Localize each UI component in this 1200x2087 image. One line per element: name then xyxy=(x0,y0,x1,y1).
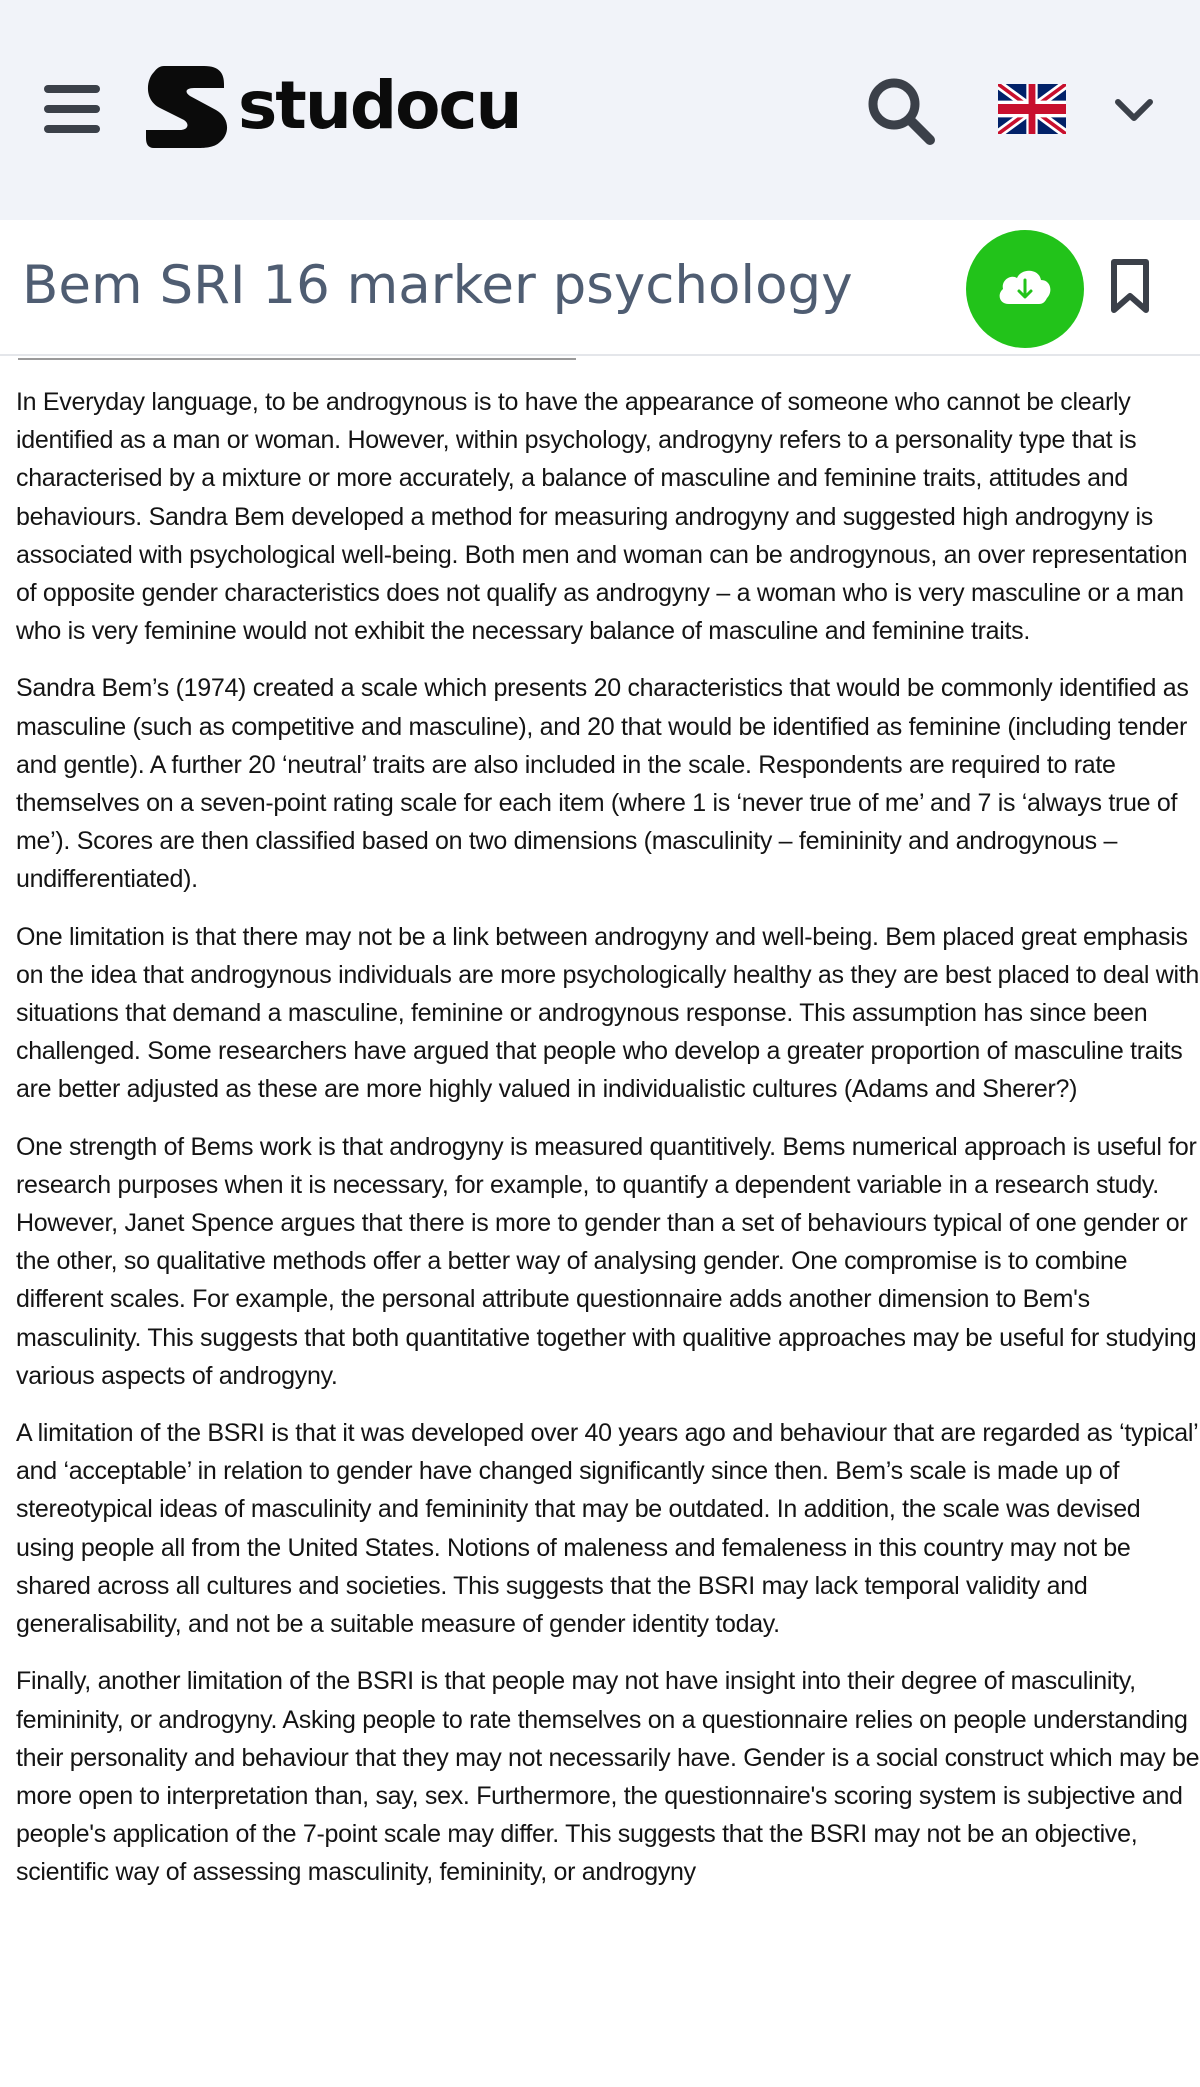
paragraph: Finally, another limitation of the BSRI is that people may not have insight into their degree of masculinity, femininity, or androgyny. Asking people to rate themselves on a questionnaire relies on people understanding their personality and behaviour that they may not necessarily have. Gender is a social construct which may be more open to interpretation than, say, sex. Furthermore, the questionnaire's scoring system is subjective and people's application of the 7-point scale may differ. This suggests that the BSRI may not be an objective, scientific way of assessing masculinity, femininity, or androgyny xyxy=(16,1667,1200,1887)
document-content xyxy=(16,383,1200,1911)
studocu-logo-mark-icon xyxy=(140,58,236,154)
search-icon[interactable] xyxy=(862,72,942,152)
paragraph: A limitation of the BSRI is that it was developed over 40 years ago and behaviour that are regarded as ‘typical’ and ‘acceptable’ in relation to gender have changed significantly since then. Bem’s scale is made up of stereotypical ideas of masculinity and femininity that may be outdated. In addition, the scale was devised using people all from the United States. Notions of maleness and femaleness in this country may not be shared across all cultures and societies. This suggests that the BSRI may lack temporal validity and generalisability, and not be a suitable measure of gender identity today. xyxy=(16,1419,1198,1639)
studocu-logo[interactable] xyxy=(140,58,521,154)
paragraph: One limitation is that there may not be a link between androgyny and well-being. Bem placed great emphasis on the idea that androgynous individuals are more psychologically healthy as they are best placed to deal with situations that demand a masculine, feminine or androgynous response. This assumption has since been challenged. Some researchers have argued that people who develop a greater proportion of masculine traits are better adjusted as these are more highly valued in individualistic cultures (Adams and Sherer?) xyxy=(16,922,1200,1104)
uk-flag-icon[interactable] xyxy=(998,84,1066,134)
document-title-bar xyxy=(0,220,1200,356)
document-title: Bem SRI 16 marker psychology xyxy=(22,255,853,316)
download-button[interactable] xyxy=(966,230,1084,348)
chevron-down-icon[interactable] xyxy=(1112,96,1156,124)
cloud-download-icon xyxy=(995,264,1055,312)
paragraph: One strength of Bems work is that androgyny is measured quantitively. Bems numerical approach is useful for research purposes when it is necessary, for example, to quantify a dependent variable in a research study. However, Janet Spence argues that there is more to gender than a set of behaviours typical of one gender or the other, so qualitative methods offer a better way of analysing gender. One compromise is to combine different scales. For example, the personal attribute questionnaire adds another dimension to Bem's masculinity. This suggests that both quantitative together with qualitive approaches may be useful for studying various aspects of androgyny. xyxy=(16,1132,1197,1390)
bookmark-icon[interactable] xyxy=(1108,256,1152,316)
paragraph: Sandra Bem’s (1974) created a scale which presents 20 characteristics that would be commonly identified as masculine (such as competitive and masculine), and 20 that would be identified as feminine (including tender and gentle). A further 20 ‘neutral’ traits are also included in the scale. Respondents are required to rate themselves on a seven-point rating scale for each item (where 1 is ‘never true of me’ and 7 is ‘always true of me’). Scores are then classified based on two dimensions (masculinity – femininity and androgynous – undifferentiated). xyxy=(16,674,1189,894)
top-navigation-bar xyxy=(0,0,1200,220)
brand-name: studocu xyxy=(238,67,521,144)
hamburger-menu-icon[interactable] xyxy=(44,85,100,133)
paragraph: In Everyday language, to be androgynous is to have the appearance of someone who cannot be clearly identified as a man or woman. However, within psychology, androgyny refers to a personality type that is characterised by a mixture or more accurately, a balance of masculine and feminine traits, attitudes and behaviours. Sandra Bem developed a method for measuring androgyny and suggested high androgyny is associated with psychological well-being. Both men and woman can be androgynous, an over representation of opposite gender characteristics does not qualify as androgyny – a woman who is very masculine or a man who is very feminine would not exhibit the necessary balance of masculine and feminine traits. xyxy=(16,388,1188,646)
page-edge-divider xyxy=(18,358,576,360)
